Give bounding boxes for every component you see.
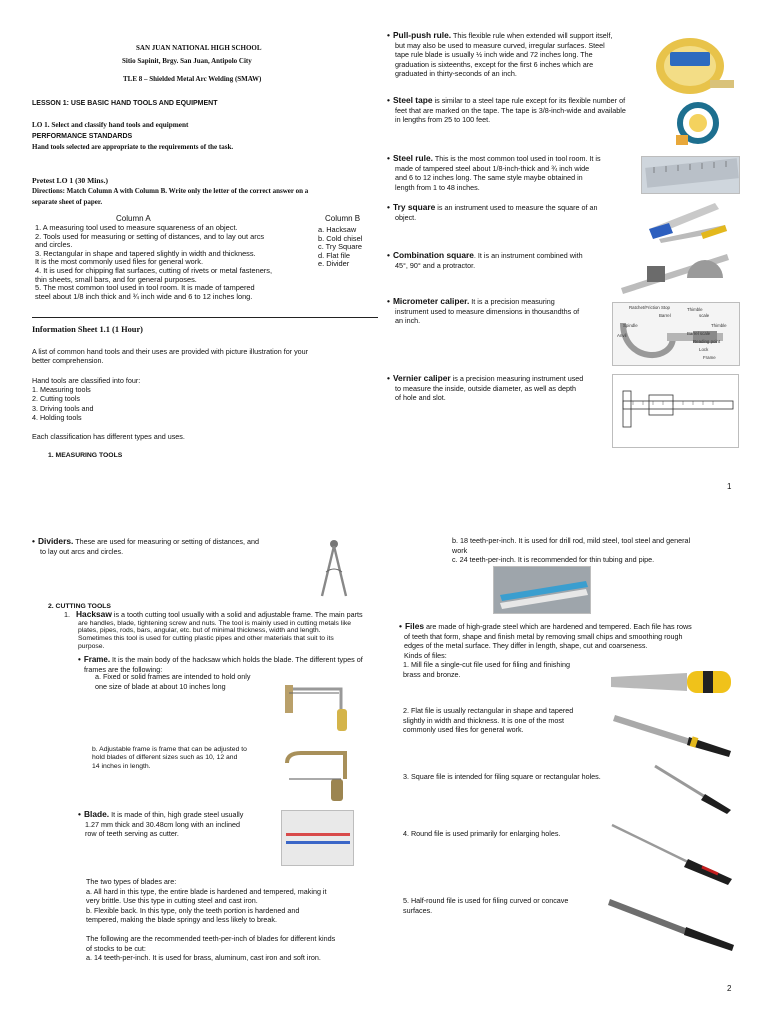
classification-item: 2. Cutting tools [32, 394, 80, 404]
tpi-line: b. 18 teeth-per-inch. It is used for drill rod, mild steel, tool steel and general [452, 536, 691, 545]
pretest-directions-1: Directions: Match Column A with Column B. Write only the letter of the correct answer on a [32, 187, 309, 195]
tool-first-line [387, 203, 662, 213]
tool-line: instrument used to measure dimensions in thousandths of [395, 306, 580, 316]
mill-file-image [607, 659, 738, 705]
frame-b-line: hold blades of different sizes such as 10, 12 and [92, 754, 238, 762]
blade-closeup-image [493, 566, 591, 614]
tool-line: but may also be used to measure curved, irregular surfaces. Steel [395, 40, 605, 50]
tool-line: 45°, 90° and a protractor. [395, 260, 476, 270]
tool-line: is a precision measuring instrument used [450, 374, 584, 383]
pretest-directions-2: separate sheet of paper. [32, 198, 103, 206]
column-a-list [35, 224, 315, 301]
classified-text: Hand tools are classified into four: [32, 376, 141, 385]
dividers-name: Dividers. [37, 536, 74, 546]
column-a-item: thin sheets, small bars, and for general purposes. [35, 274, 197, 284]
column-b-item: c. Try Square [318, 242, 362, 252]
teeth-per-inch-list [86, 934, 386, 963]
file-line: 4. Round file is used primarily for enlarging holes. [403, 829, 561, 838]
tool-line: This is the most common tool used in tool room. It is [432, 154, 601, 163]
fixed-frame-hacksaw-image [281, 673, 354, 735]
tool-name: Steel rule. [392, 153, 433, 163]
file-line: slightly in width and thickness. It is one of the most [403, 715, 564, 725]
tool-line: tape rule blade is usually ½ inch wide and 72 inches long. The [395, 50, 593, 60]
file-line: commonly used files for general work. [403, 725, 524, 735]
micrometer-label: Ratchet/Friction Stop [629, 305, 670, 310]
round-file-image [608, 819, 736, 887]
perf-standards-title: PERFORMANCE STANDARDS [32, 133, 133, 140]
tool-line: object. [395, 212, 417, 222]
frame-a-line: a. Fixed or solid frames are intended to hold only [95, 672, 251, 681]
classes-list [32, 385, 94, 423]
micrometer-label: Barrel scale [687, 331, 711, 336]
files-line: Kinds of files: [404, 650, 447, 660]
frame-b-line: b. Adjustable frame is frame that can be adjusted to [92, 746, 247, 753]
blade-type-line: tempered, making the blade springy and less likely to break. [86, 915, 277, 925]
teeth-per-inch-continued [452, 536, 752, 565]
files-line-1: are made of high-grade steel which are hardened and tempered. Each file has rows [424, 622, 692, 631]
tool-name: Steel tape [392, 95, 433, 105]
tpi-line: a. 14 teeth-per-inch. It is used for brass, aluminum, cast iron and soft iron. [86, 953, 321, 963]
divider-line [32, 317, 378, 318]
files-line: edges of the metal surface. They differ in length, shape, cut and coarseness. [404, 641, 648, 651]
half-round-file-image [606, 893, 737, 951]
hacksaw-line-1: is a tooth cutting tool usually with a solid and adjustable frame. The main parts [111, 610, 363, 619]
tool-line: graduated in thirty-seconds of an inch. [395, 69, 517, 79]
flat-file-text [403, 706, 573, 735]
column-b-header: Column B [325, 214, 361, 223]
hacksaw-line: purpose. [78, 642, 105, 650]
dividers-image [318, 536, 350, 598]
steel-tape-image [672, 97, 724, 149]
classification-item: 3. Driving tools and [32, 403, 94, 413]
round-file-text [403, 829, 560, 839]
tool-item [387, 154, 662, 192]
combination-square-image [617, 248, 737, 294]
tool-line: made of tampered steel about 1/8-inch-thick and ¾ inch wide [395, 163, 590, 173]
each-classification-text: Each classification has different types and uses. [32, 432, 185, 441]
micrometer-label: Barrel [659, 313, 671, 318]
micrometer-label: Anvil [617, 333, 627, 338]
file-line: 5. Half-round file is used for filing curved or concave [403, 896, 569, 905]
frame-b-line: 14 inches in length. [92, 762, 151, 770]
hacksaw-paragraph [64, 610, 364, 651]
tool-name-wrap [387, 296, 469, 306]
tool-name: Pull-push rule. [392, 30, 452, 40]
tool-name: Vernier caliper [392, 373, 451, 383]
square-file-text [403, 772, 601, 782]
tool-line: in lengths from 25 to 100 feet. [395, 115, 491, 125]
try-square-image [645, 199, 735, 243]
files-paragraph [399, 622, 744, 660]
tool-line: feet that are marked on the tape. The tape is 3/8-inch-wide and available [395, 105, 626, 115]
pretest-title: Pretest LO 1 (30 Mins.) [32, 176, 108, 185]
blade-type-line: very brittle. Use this type in cutting steel and cast iron. [86, 896, 258, 906]
tool-line: is an instrument used to measure the square of an [435, 203, 598, 212]
adjustable-frame-hacksaw-image [281, 739, 354, 807]
tool-name-wrap [387, 373, 451, 383]
subject-title: TLE 8 – Shielded Metal Arc Welding (SMAW) [123, 75, 262, 83]
column-a-item: 4. It is used for chipping flat surfaces, cutting of rivets or metal fasteners, [35, 265, 273, 275]
square-file-image [651, 762, 735, 814]
micrometer-label: Lock [699, 347, 709, 352]
column-b-item: e. Divider [318, 259, 350, 269]
school-address: Sitio Sapinit, Brgy. San Juan, Antipolo City [122, 57, 252, 65]
tool-line: length from 1 to 48 inches. [395, 182, 480, 192]
tool-item [387, 203, 662, 222]
micrometer-label: Spindle [623, 323, 638, 328]
column-a-item: 2. Tools used for measuring or setting of distances, and to lay out arcs [35, 231, 265, 241]
column-b-item: d. Flat file [318, 250, 351, 260]
micrometer-label: Thimble [687, 307, 703, 312]
frame-type-a [95, 672, 250, 691]
lesson-title: LESSON 1: USE BASIC HAND TOOLS AND EQUIPMENT [32, 100, 218, 107]
hacksaw-line: are handles, blade, tightening screw and nuts. The tool is mainly used in cutting metals like [78, 619, 352, 627]
tool-name-wrap [387, 202, 435, 212]
page-number-2: 2 [727, 984, 732, 993]
measuring-tools-heading: 1. MEASURING TOOLS [48, 452, 123, 459]
tool-line: graduation is sixteenths, except for the first 6 inches which are [395, 59, 594, 69]
column-b-list [318, 226, 388, 269]
tool-name-wrap [387, 250, 474, 260]
tool-first-line [387, 31, 662, 41]
tool-item [387, 96, 662, 125]
blade-type-line: The two types of blades are: [86, 877, 177, 886]
tool-name-wrap [387, 153, 433, 163]
flat-file-image [611, 709, 735, 757]
frame-name: Frame. [83, 655, 111, 664]
info-intro-1: A list of common hand tools and their uses are provided with picture illustration for your [32, 347, 309, 356]
column-a-header: Column A [116, 214, 151, 223]
column-b-item: b. Cold chisel [318, 233, 363, 243]
micrometer-label: scale [699, 313, 710, 318]
frame-line-2: frames are the following: [84, 664, 163, 674]
blade-name: Blade. [83, 809, 110, 819]
dividers-line-1: These are used for measuring or setting of distances, and [73, 537, 259, 546]
micrometer-caliper-image [612, 302, 740, 366]
perf-standards-text: Hand tools selected are appropriate to the requirements of the task. [32, 143, 234, 151]
column-a-item: 1. A measuring tool used to measure squareness of an object. [35, 223, 238, 232]
column-b-item: a. Hacksaw [318, 225, 357, 234]
tool-line: and 6 to 12 inches long. The same style maybe obtained in [395, 173, 583, 183]
file-line: brass and bronze. [403, 669, 461, 679]
files-name: Files [404, 621, 425, 631]
info-sheet-title: Information Sheet 1.1 (1 Hour) [32, 325, 143, 334]
micrometer-label: Frame [703, 355, 716, 360]
tpi-line: c. 24 teeth-per-inch. It is recommended for thin tubing and pipe. [452, 555, 655, 565]
tool-line: of hole and slot. [395, 393, 446, 403]
tpi-line: work [452, 545, 468, 555]
blade-line: 1.27 mm thick and 30.48cm long with an inclined [85, 819, 241, 829]
blade-line: row of teeth serving as cutter. [85, 829, 179, 839]
file-line: surfaces. [403, 905, 433, 915]
blade-line-1: It is made of thin, high grade steel usually [109, 810, 244, 819]
column-a-item: 5. The most common tool used in tool room. It is made of tampered [35, 283, 255, 293]
dividers-line-2: to lay out arcs and circles. [40, 546, 124, 556]
tool-line: to measure the inside, outside diameter, as well as depth [395, 383, 576, 393]
tool-name: Combination square [392, 250, 474, 260]
hacksaw-name: Hacksaw [76, 609, 112, 619]
blade-paragraph [78, 810, 278, 839]
frame-a-line: one size of blade at about 10 inches long [95, 681, 226, 691]
steel-rule-image [641, 156, 740, 194]
classification-item: 4. Holding tools [32, 413, 82, 423]
half-round-file-text [403, 896, 568, 915]
micrometer-label: Reading point [693, 339, 721, 344]
hacksaw-blades-image [281, 810, 354, 866]
micrometer-label: Thimble [711, 323, 727, 328]
tpi-line: of stocks to be cut: [86, 943, 146, 953]
classification-item: 1. Measuring tools [32, 385, 91, 394]
tool-item [387, 31, 662, 79]
file-line: 1. Mill file a single-cut file used for filing and finishing [403, 660, 570, 669]
tool-first-line [387, 96, 662, 106]
tool-line: This flexible rule when extended will support itself, [451, 31, 613, 40]
hacksaw-number: 1. [64, 610, 70, 619]
tool-name-wrap [387, 30, 451, 40]
school-name: SAN JUAN NATIONAL HIGH SCHOOL [136, 44, 262, 52]
hacksaw-line: plates, pipes, rods, bars, angular, etc. but of minimal thickness, width and length. [78, 627, 321, 635]
column-a-item: and circles. [35, 240, 73, 250]
column-a-item: It is the most commonly used files for general work. [35, 257, 203, 267]
blade-types [86, 877, 386, 925]
tool-name: Try square [392, 202, 436, 212]
cutting-tools-heading: 2. CUTTING TOOLS [48, 603, 111, 610]
tpi-line: The following are the recommended teeth-per-inch of blades for different kinds [86, 934, 336, 943]
dividers-item [32, 537, 259, 556]
frame-type-b [92, 746, 247, 771]
tool-line: . It is an instrument combined with [473, 251, 583, 260]
hacksaw-line: Sometimes this tool is used for cutting plastic pipes and other materials that suit to its [78, 635, 334, 643]
blade-type-line: b. Flexible back. In this type, only the teeth portion is hardened and [86, 905, 300, 915]
column-a-item: 3. Rectangular in shape and tapered slightly in width and thickness. [35, 248, 256, 258]
file-line: 3. Square file is intended for filing square or rectangular holes. [403, 772, 601, 781]
tool-line: It is a precision measuring [469, 297, 555, 306]
file-line: 2. Flat file is usually rectangular in shape and tapered [403, 706, 574, 715]
tool-line: an inch. [395, 316, 421, 326]
tool-line: is similar to a steel tape rule except for its flexible number of [432, 96, 626, 105]
frame-line-1: It is the main body of the hacksaw which holds the blade. The different types of [110, 655, 363, 664]
files-line: of teeth that form, shape and finish metal by removing small chips and smoothing rough [404, 631, 683, 641]
vernier-caliper-image [612, 374, 739, 448]
column-a-item: steel about 1/8 inch thick and ¾ inch wide and 6 to 12 inches long. [35, 291, 253, 301]
tool-first-line [387, 154, 662, 164]
page-number-1: 1 [727, 482, 732, 491]
lo-title: LO 1. Select and classify hand tools and equipment [32, 121, 189, 129]
pull-push-rule-image [650, 30, 736, 102]
blade-type-line: a. All hard in this type, the entire blade is hardened and tempered, making it [86, 886, 327, 896]
info-intro-2: better comprehension. [32, 356, 104, 365]
tool-name-wrap [387, 95, 433, 105]
mill-file-text [403, 660, 570, 679]
tool-name: Micrometer caliper. [392, 296, 470, 306]
